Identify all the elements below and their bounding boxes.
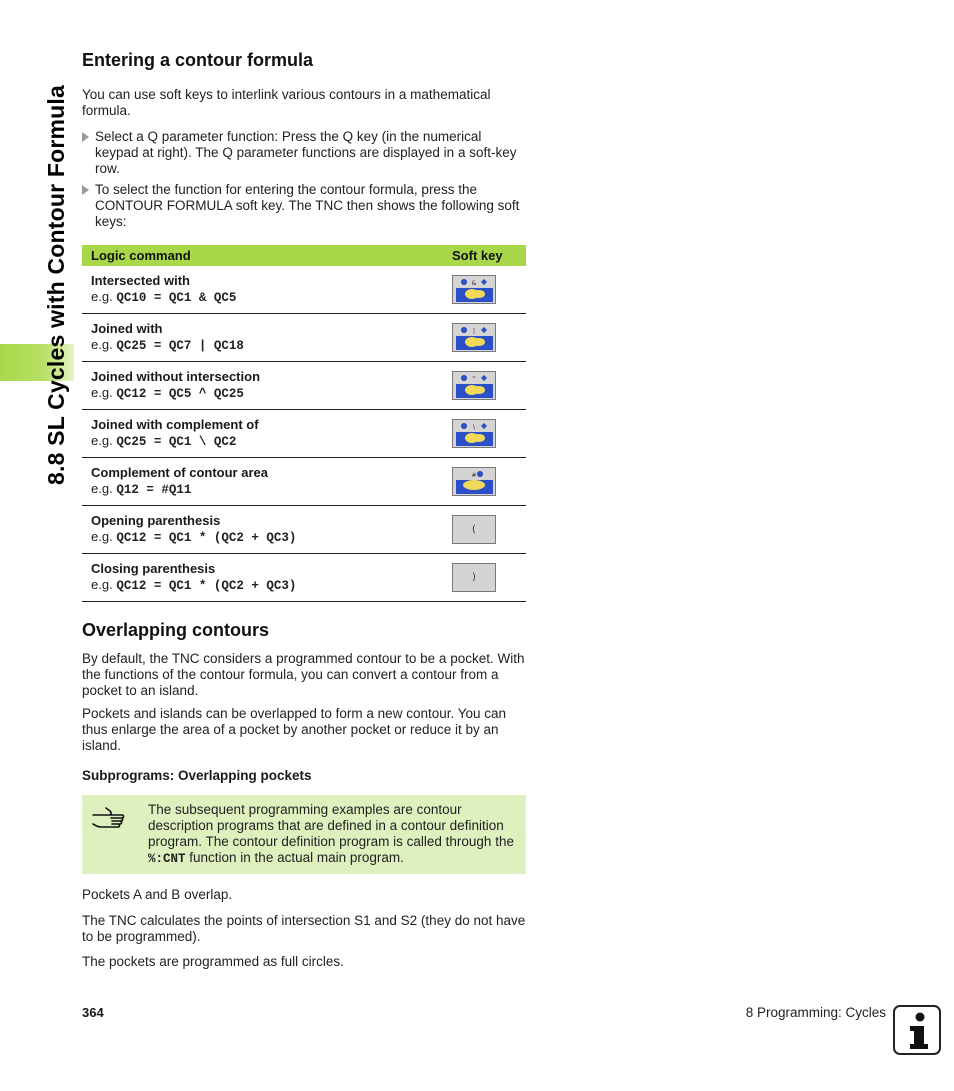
example-code: QC12 = QC1 * (QC2 + QC3) — [116, 531, 297, 545]
complement-area-softkey-icon[interactable] — [452, 467, 496, 496]
example-code: QC12 = QC1 * (QC2 + QC3) — [116, 579, 297, 593]
logic-command-name: Joined with — [91, 321, 163, 336]
footer-chapter: 8 Programming: Cycles — [745, 1005, 886, 1020]
example-prefix: e.g. — [91, 481, 113, 496]
logic-command-cell — [82, 554, 452, 602]
step-2-text: To select the function for entering the contour formula, press the CONTOUR FORMULA soft key. The TNC then shows the following soft keys: — [95, 182, 520, 229]
logic-command-cell — [82, 362, 452, 410]
close-paren-softkey-icon[interactable] — [452, 563, 496, 592]
logic-command-name: Opening parenthesis — [91, 513, 221, 528]
soft-key-cell — [452, 458, 526, 506]
header-soft-key: Soft key — [452, 245, 526, 266]
svg-text:&: & — [471, 280, 477, 287]
logic-command-example — [91, 337, 452, 354]
complement-join-softkey-icon[interactable] — [452, 419, 496, 448]
example-code: QC25 = QC1 \ QC2 — [116, 435, 237, 449]
example-code: QC25 = QC7 | QC18 — [116, 339, 244, 353]
logic-command-example — [91, 481, 452, 498]
svg-text:^: ^ — [471, 376, 477, 383]
logic-command-name: Joined without intersection — [91, 369, 261, 384]
soft-key-cell — [452, 266, 526, 314]
logic-command-name: Closing parenthesis — [91, 561, 216, 576]
step-2 — [82, 182, 526, 230]
note-box — [82, 795, 526, 874]
logic-command-name: Intersected with — [91, 273, 190, 288]
pointing-hand-icon — [91, 806, 127, 830]
svg-text:|: | — [472, 328, 476, 335]
overlap-paragraph-1: By default, the TNC considers a programmed contour to be a pocket. With the functions of the contour formula, you can convert a contour from a pocket to an island. — [82, 651, 525, 698]
table-row — [82, 314, 526, 362]
table-row — [82, 506, 526, 554]
note-code-cnt: %:CNT — [148, 852, 186, 866]
step-1-text: Select a Q parameter function: Press the Q key (in the numerical keypad at right). The Q parameter functions are displayed in a soft-key row. — [95, 129, 517, 176]
table-row — [82, 362, 526, 410]
soft-key-cell — [452, 314, 526, 362]
logic-command-example — [91, 289, 452, 306]
join-softkey-icon[interactable] — [452, 323, 496, 352]
soft-key-cell — [452, 362, 526, 410]
logic-command-cell — [82, 314, 452, 362]
bullet-arrow-icon — [82, 185, 89, 195]
header-logic-command: Logic command — [82, 245, 452, 266]
soft-key-cell — [452, 554, 526, 602]
info-icon — [893, 1005, 941, 1055]
example-code: QC10 = QC1 & QC5 — [116, 291, 237, 305]
table-header-row — [82, 245, 526, 266]
overlap-paragraph-4: The TNC calculates the points of intersection S1 and S2 (they do not have to be programmed). — [82, 913, 526, 944]
table-row — [82, 266, 526, 314]
example-prefix: e.g. — [91, 289, 113, 304]
example-prefix: e.g. — [91, 385, 113, 400]
open-paren-softkey-icon[interactable] — [452, 515, 496, 544]
chapter-side-title-text: 8.8 SL Cycles with Contour Formula — [43, 84, 69, 485]
softkey-table — [82, 245, 526, 602]
logic-command-example — [91, 385, 452, 402]
table-row — [82, 458, 526, 506]
table-row — [82, 554, 526, 602]
paren-glyph: ( — [472, 524, 476, 535]
soft-key-cell — [452, 410, 526, 458]
note-text-after: function in the actual main program. — [185, 850, 404, 865]
info-i-glyph-icon — [895, 1007, 939, 1053]
overlap-paragraph-3: Pockets A and B overlap. — [82, 887, 233, 902]
logic-command-name: Joined with complement of — [91, 417, 259, 432]
example-prefix: e.g. — [91, 529, 113, 544]
step-1 — [82, 129, 526, 177]
logic-command-cell — [82, 410, 452, 458]
logic-command-example — [91, 577, 452, 594]
intro-paragraph: You can use soft keys to interlink various contours in a mathematical formula. — [82, 87, 491, 118]
logic-command-cell — [82, 458, 452, 506]
example-prefix: e.g. — [91, 433, 113, 448]
overlap-paragraph-5: The pockets are programmed as full circles. — [82, 954, 344, 969]
intersect-softkey-icon[interactable] — [452, 275, 496, 304]
example-code: QC12 = QC5 ^ QC25 — [116, 387, 244, 401]
logic-command-cell — [82, 506, 452, 554]
svg-text:\: \ — [472, 424, 476, 431]
example-prefix: e.g. — [91, 337, 113, 352]
logic-command-name: Complement of contour area — [91, 465, 268, 480]
subheading-overlapping-pockets: Subprograms: Overlapping pockets — [82, 768, 312, 783]
table-row — [82, 410, 526, 458]
bullet-arrow-icon — [82, 132, 89, 142]
logic-command-cell — [82, 266, 452, 314]
join-without-intersection-softkey-icon[interactable] — [452, 371, 496, 400]
example-code: Q12 = #Q11 — [116, 483, 192, 497]
note-text-before: The subsequent programming examples are contour description programs that are defined in a contour definition program. The contour definition program is called through the — [148, 802, 514, 849]
soft-key-cell — [452, 506, 526, 554]
example-prefix: e.g. — [91, 577, 113, 592]
note-text — [148, 802, 522, 867]
chapter-side-title — [26, 40, 69, 495]
logic-command-example — [91, 529, 452, 546]
paren-glyph: ) — [472, 572, 476, 583]
logic-command-example — [91, 433, 452, 450]
section-heading-contour-formula: Entering a contour formula — [82, 50, 314, 70]
overlap-paragraph-2: Pockets and islands can be overlapped to form a new contour. You can thus enlarge the area of a pocket by another pocket or reduce it by an island. — [82, 706, 507, 753]
svg-text:#: # — [471, 472, 477, 479]
page-number: 364 — [82, 1005, 104, 1020]
section-heading-overlapping: Overlapping contours — [82, 620, 270, 640]
